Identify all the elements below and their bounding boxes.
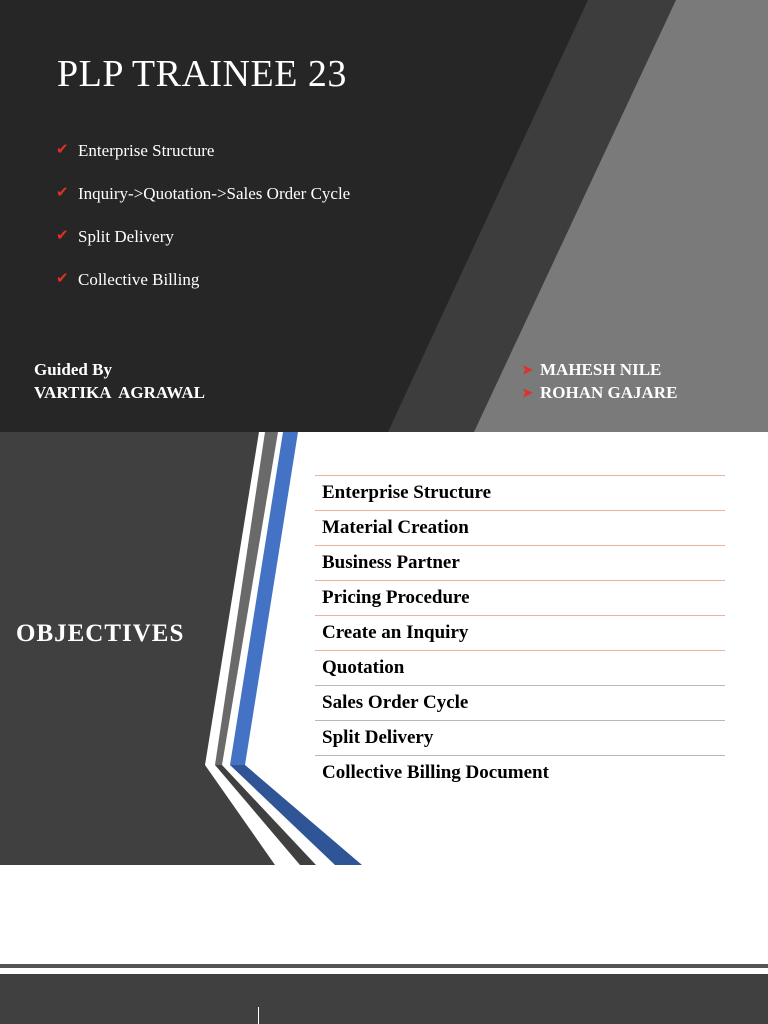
team-member: ➤ MAHESH NILE [522, 360, 662, 379]
objective-item: Collective Billing Document [315, 755, 725, 790]
objective-item: Create an Inquiry [315, 615, 725, 650]
check-icon: ✔ [56, 271, 69, 287]
guide-block [34, 358, 205, 404]
topic-list [56, 140, 350, 312]
team-list [522, 358, 677, 404]
objectives-title: OBJECTIVES [16, 620, 185, 647]
objective-item: Business Partner [315, 545, 725, 580]
check-icon: ✔ [56, 142, 69, 158]
objective-item: Material Creation [315, 510, 725, 545]
arrow-right-icon: ➤ [522, 362, 533, 377]
team-member: ➤ ROHAN GAJARE [522, 383, 678, 402]
objective-item: Quotation [315, 650, 725, 685]
text-cursor-mark [258, 1007, 259, 1024]
arrow-right-icon: ➤ [522, 385, 533, 400]
objective-item: Pricing Procedure [315, 580, 725, 615]
guide-name: VARTIKA AGRAWAL [34, 383, 206, 402]
objectives-slide [0, 432, 768, 865]
next-slide-preview [0, 974, 768, 1024]
check-icon: ✔ [56, 228, 69, 244]
slide-separator [0, 964, 768, 968]
topic-item: ✔ Split Delivery [56, 227, 174, 246]
objective-item: Enterprise Structure [315, 475, 725, 510]
title-slide [0, 0, 768, 432]
slide-title: PLP TRAINEE 23 [57, 53, 347, 95]
objective-item: Split Delivery [315, 720, 725, 755]
topic-item: ✔ Enterprise Structure [56, 141, 215, 160]
topic-item: ✔ Collective Billing [56, 270, 200, 289]
objective-item: Sales Order Cycle [315, 685, 725, 720]
check-icon: ✔ [56, 185, 69, 201]
topic-item: ✔ Inquiry->Quotation->Sales Order Cycle [56, 184, 351, 203]
objectives-list [315, 475, 725, 790]
guided-by-label: Guided By [34, 360, 112, 379]
